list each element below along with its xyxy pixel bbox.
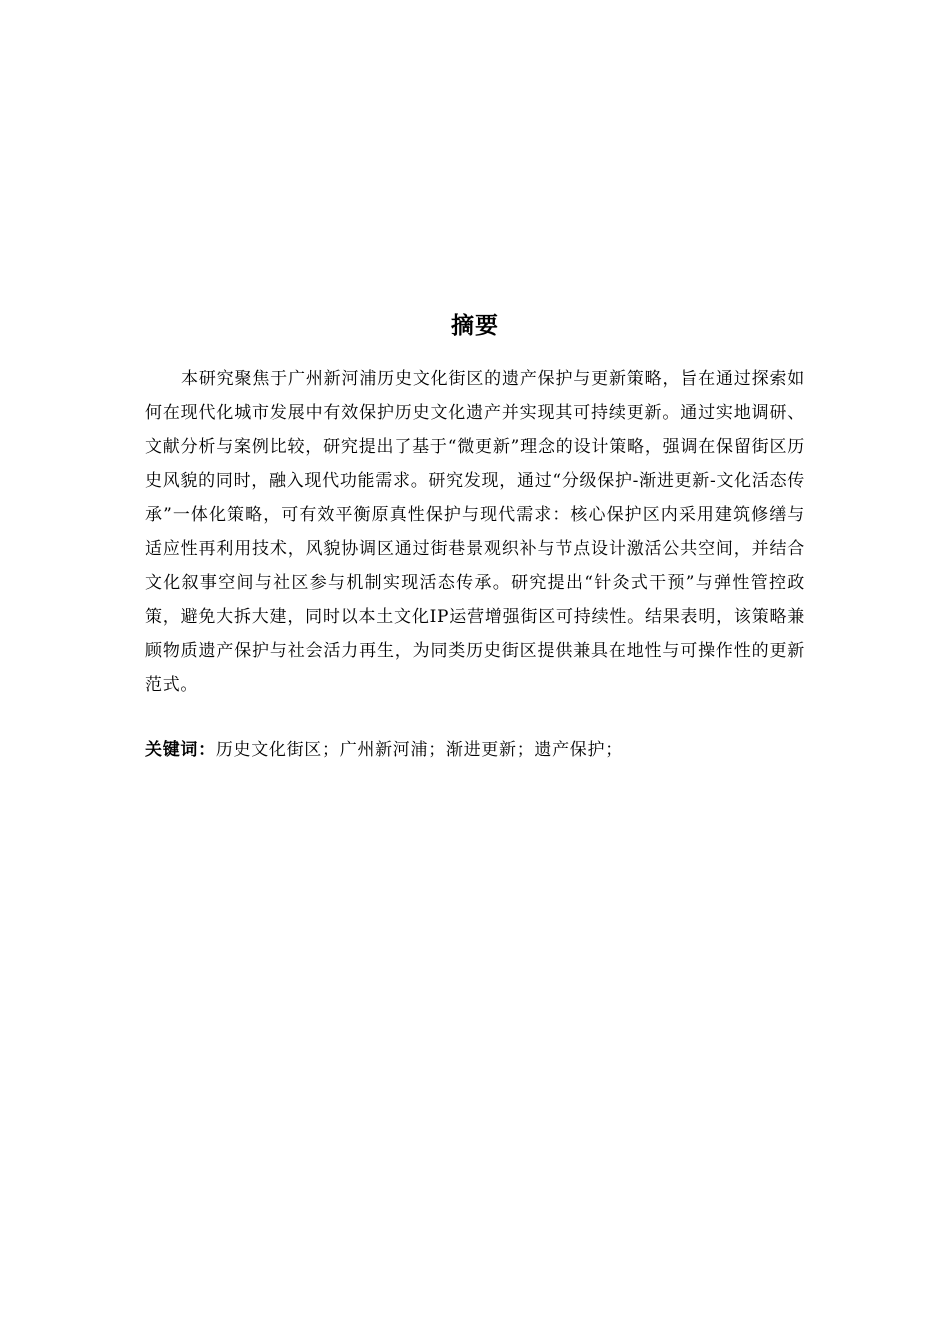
keywords-line xyxy=(145,733,805,767)
keywords-label: 关键词： xyxy=(145,740,216,760)
keywords-list: 历史文化街区；广州新河浦；渐进更新；遗产保护； xyxy=(215,740,623,760)
abstract-title: 摘要 xyxy=(451,313,499,339)
abstract-paragraph: 本研究聚焦于广州新河浦历史文化街区的遗产保护与更新策略，旨在通过探索如何在现代化城市发展中有效保护历史文化遗产并实现其可持续更新。通过实地调研、文献分析与案例比较，研究提出了基于“微更新”理念的设计策略，强调在保留街区历史风貌的同时，融入现代功能需求。研究发现，通过“分级保护-渐进更新-文化活态传承”一体化策略，可有效平衡原真性保护与现代需求：核心保护区内采用建筑修缮与适应性再利用技术，风貌协调区通过街巷景观织补与节点设计激活公共空间，并结合文化叙事空间与社区参与机制实现活态传承。研究提出“针灸式干预”与弹性管控政策，避免大拆大建，同时以本土文化IP运营增强街区可持续性。结果表明，该策略兼顾物质遗产保护与社会活力再生，为同类历史街区提供兼具在地性与可操作性的更新范式。 xyxy=(145,369,805,695)
